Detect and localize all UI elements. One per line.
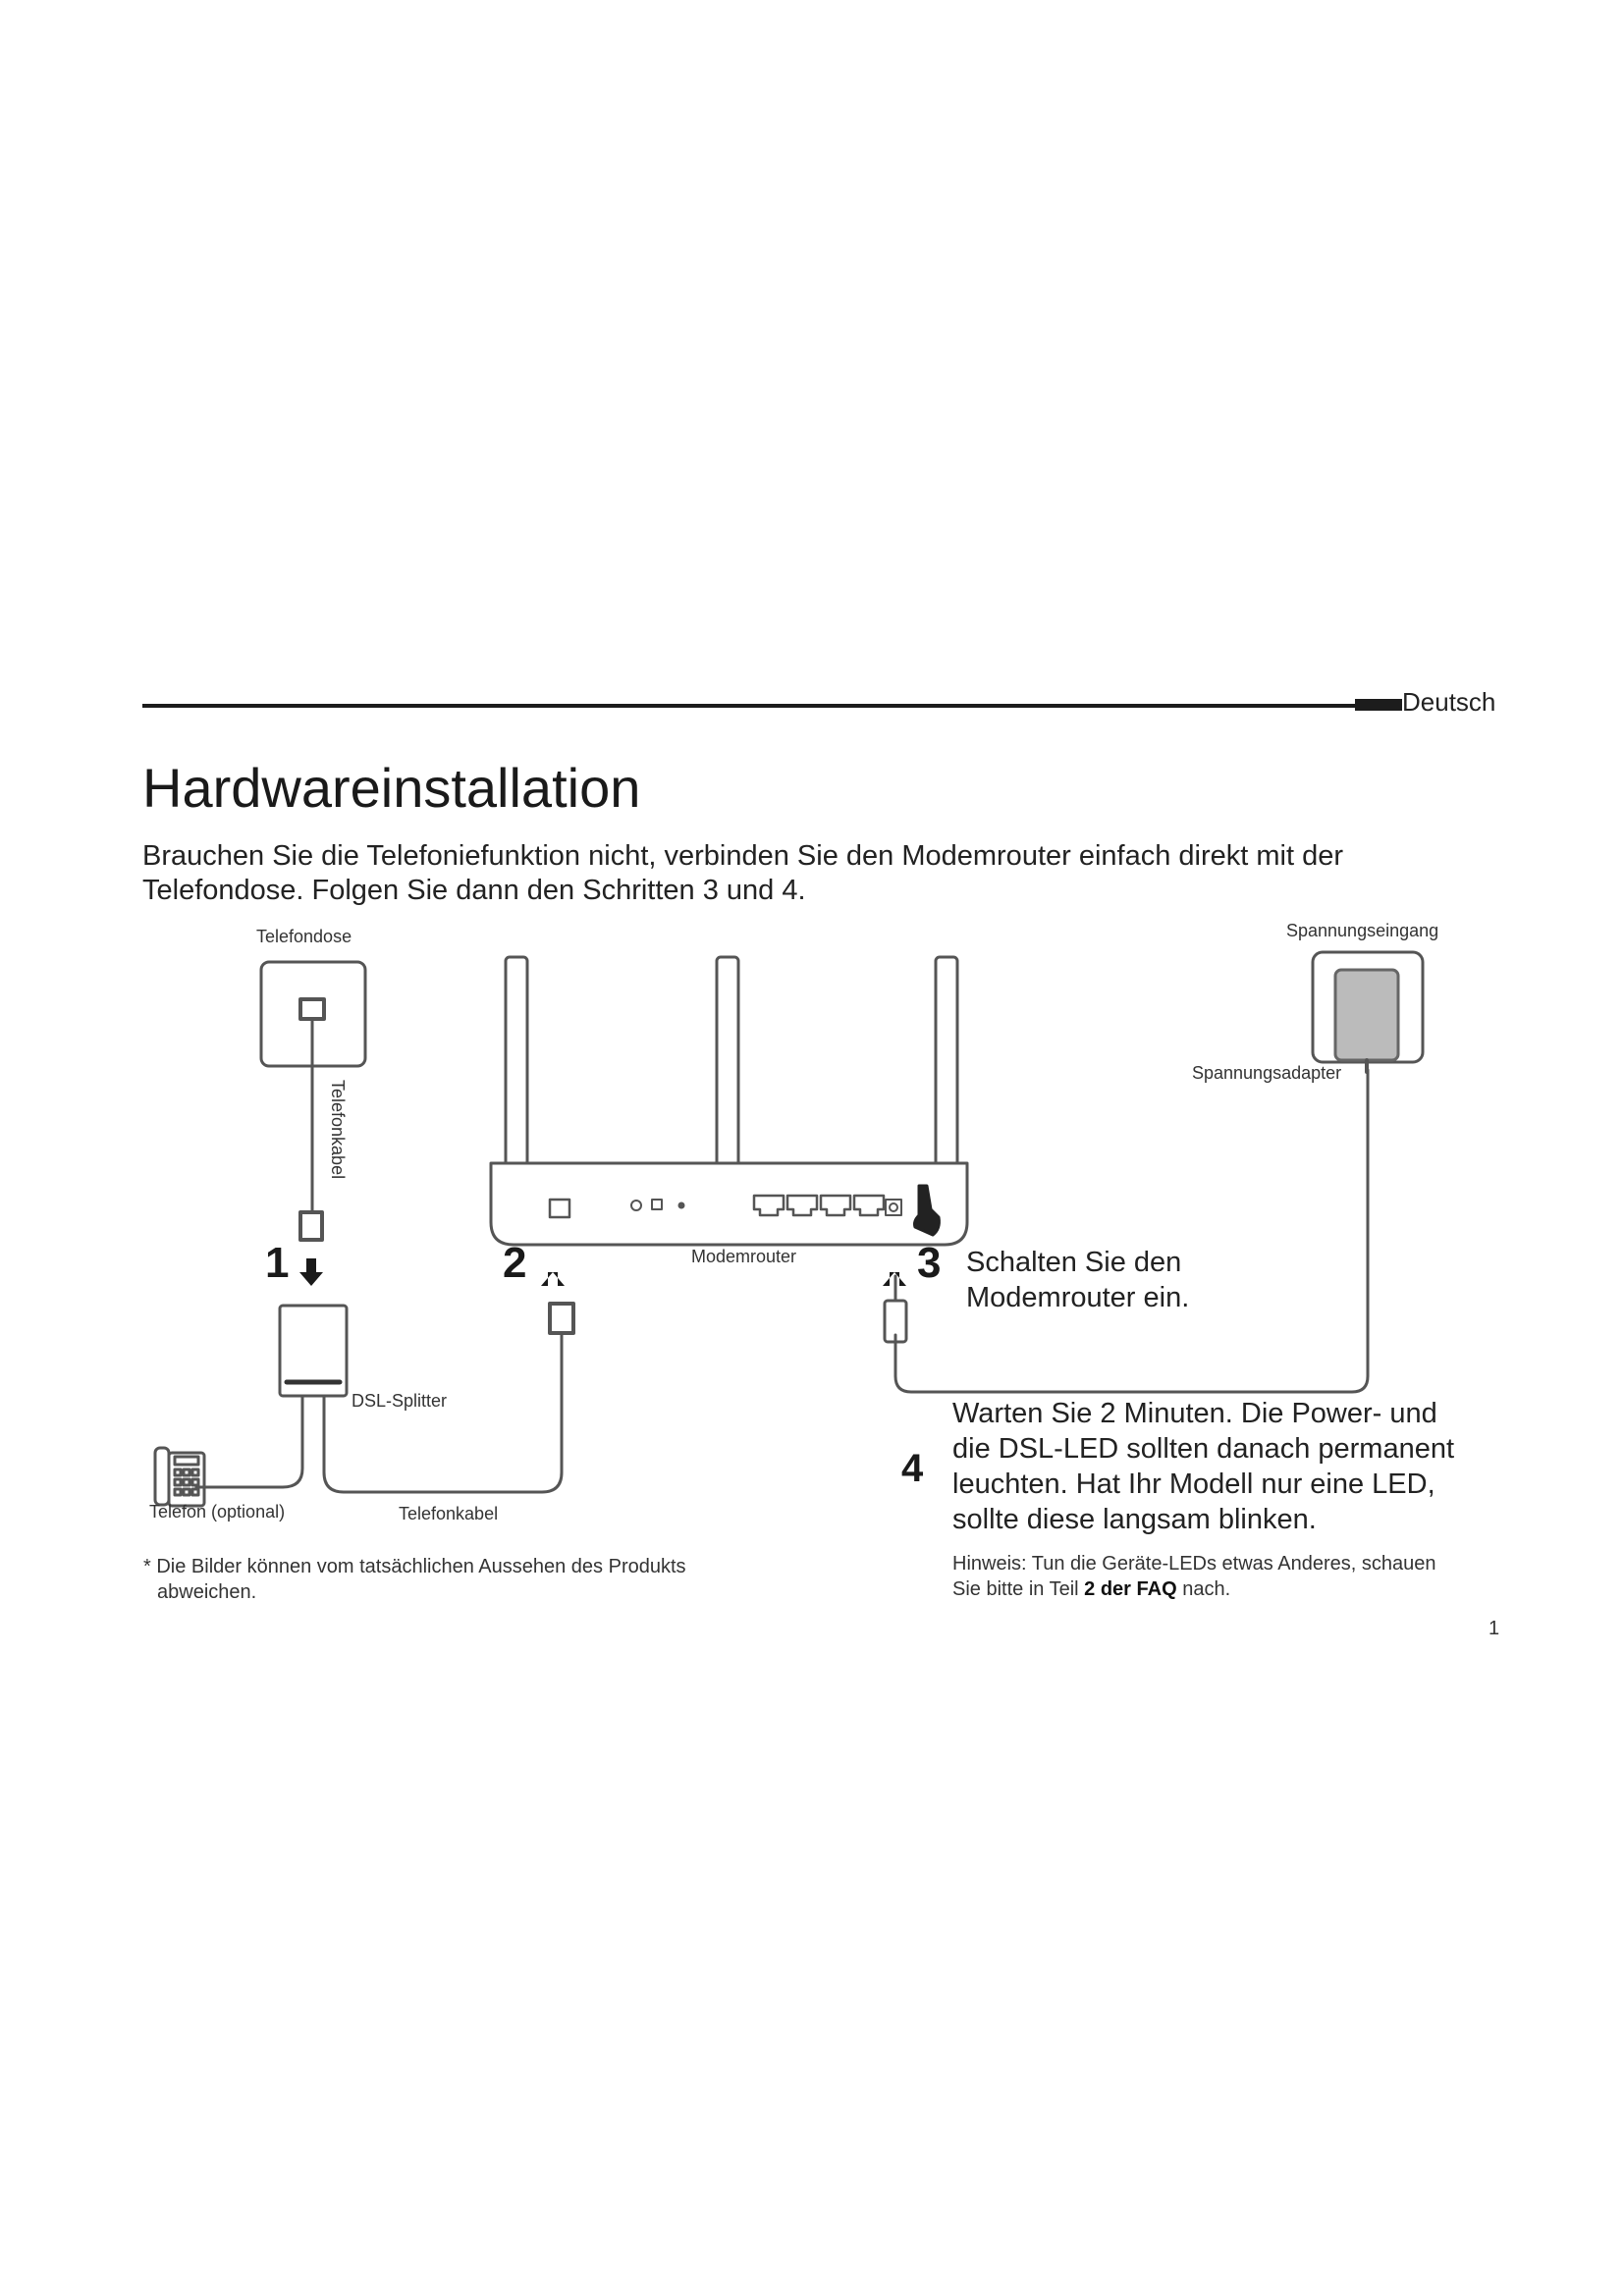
step-4-text-line3: leuchten. Hat Ihr Modell nur eine LED, [952,1468,1435,1500]
label-phone-cable-bottom: Telefonkabel [399,1504,499,1523]
label-dsl-splitter: DSL-Splitter [352,1391,448,1411]
page-title: Hardwareinstallation [142,757,641,819]
footnote-line2: abweichen. [157,1581,257,1603]
step-3-text-line1: Schalten Sie den [966,1247,1182,1278]
footnote-line1: * Die Bilder können vom tatsächlichen Aussehen des Produkts [143,1556,686,1577]
dsl-plug-icon [550,1304,573,1333]
label-telephone: Telefon (optional) [149,1502,286,1522]
hint-faq-reference: 2 der FAQ [1084,1578,1177,1600]
step-4-text-line4: sollte diese langsam blinken. [952,1504,1317,1535]
page-number: 1 [1489,1618,1500,1639]
hint-line2 [952,1576,1230,1602]
label-power-input: Spannungseingang [1286,921,1439,940]
hint-line2-prefix: Sie bitte in Teil [952,1578,1085,1600]
intro-text: Brauchen Sie die Telefoniefunktion nicht, verbinden Sie den Modemrouter einfach direkt mit der Telefondose. Folgen Sie dann den Schritten 3 und 4. [142,840,1344,906]
language-label: Deutsch [1402,687,1496,717]
step-number-3: 3 [917,1239,942,1287]
arrow-up-icon [541,1272,565,1286]
arrow-down-icon [299,1258,323,1286]
step-number-4: 4 [901,1447,924,1490]
label-wall-socket: Telefondose [256,927,352,946]
label-power-adapter: Spannungsadapter [1192,1063,1342,1083]
label-phone-cable-vertical: Telefonkabel [328,1080,348,1180]
step-number-1: 1 [265,1239,290,1287]
step-3-text-line2: Modemrouter ein. [966,1282,1190,1313]
telephone-icon [155,1448,204,1506]
phone-plug-icon [300,1212,322,1240]
hint-line2-suffix: nach. [1176,1578,1231,1600]
step-4-text-line2: die DSL-LED sollten danach permanent [952,1433,1455,1465]
power-adapter-icon [1335,970,1398,1060]
hint-line1: Hinweis: Tun die Geräte-LEDs etwas Anderes, schauen [952,1553,1436,1575]
label-router: Modemrouter [691,1247,797,1266]
step-number-2: 2 [503,1239,527,1287]
step-4-text-line1: Warten Sie 2 Minuten. Die Power- und [952,1398,1437,1429]
